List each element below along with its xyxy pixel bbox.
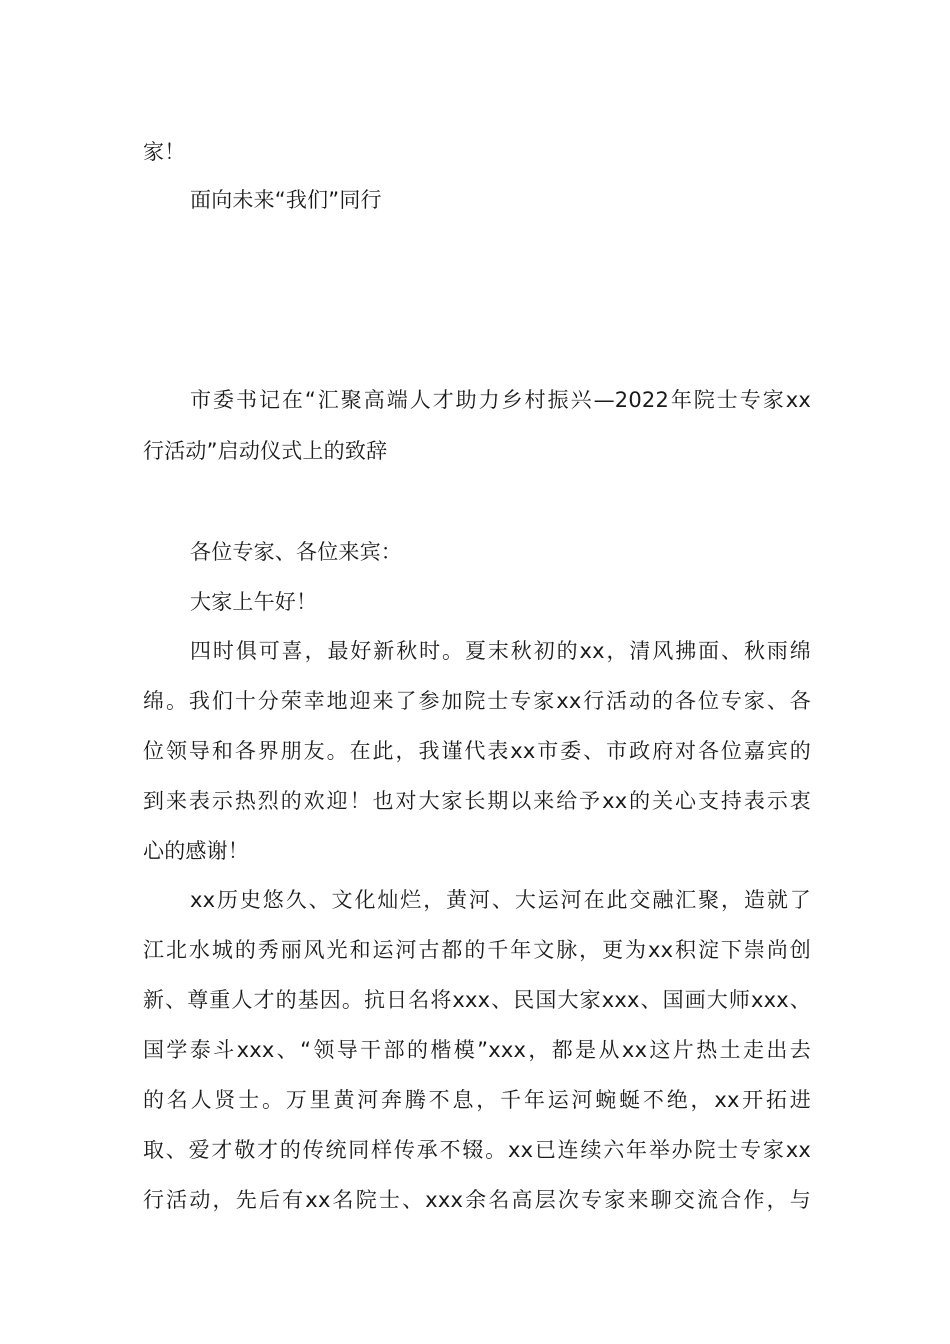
title-line: 市委书记在“汇聚高端人才助力乡村振兴—2022年院士专家xx — [190, 388, 811, 412]
paragraph-line: 江北水城的秀丽风光和运河古都的千年文脉，更为xx积淀下崇尚创 — [143, 938, 811, 962]
paragraph-line: 四时俱可喜，最好新秋时。夏末秋初的xx，清风拂面、秋雨绵 — [190, 639, 811, 663]
paragraph-line: 国学泰斗xxx、“领导干部的楷模”xxx，都是从xx这片热土走出去 — [143, 1038, 811, 1062]
paragraph-line: 的名人贤士。万里黄河奔腾不息，千年运河蜿蜒不绝，xx开拓进 — [143, 1088, 811, 1112]
paragraph-line: 绵。我们十分荣幸地迎来了参加院士专家xx行活动的各位专家、各 — [143, 689, 811, 713]
greeting: 大家上午好！ — [190, 590, 318, 614]
paragraph-line: 到来表示热烈的欢迎！也对大家长期以来给予xx的关心支持表示衷 — [143, 789, 811, 813]
paragraph-line: 新、尊重人才的基因。抗日名将xxx、民国大家xxx、国画大师xxx、 — [143, 988, 811, 1012]
paragraph-line: 行活动，先后有xx名院士、xxx余名高层次专家来聊交流合作，与 — [143, 1188, 811, 1212]
paragraph-line: 位领导和各界朋友。在此，我谨代表xx市委、市政府对各位嘉宾的 — [143, 739, 811, 763]
text-line: 家！ — [143, 140, 186, 164]
text-line: 面向未来“我们”同行 — [190, 188, 382, 212]
salutation: 各位专家、各位来宾： — [190, 540, 402, 564]
title-line: 行活动”启动仪式上的致辞 — [143, 439, 388, 463]
paragraph-line: 取、爱才敬才的传统同样传承不辍。xx已连续六年举办院士专家xx — [143, 1138, 811, 1162]
paragraph-line: 心的感谢！ — [143, 839, 249, 863]
paragraph-line: xx历史悠久、文化灿烂，黄河、大运河在此交融汇聚，造就了 — [190, 888, 811, 912]
